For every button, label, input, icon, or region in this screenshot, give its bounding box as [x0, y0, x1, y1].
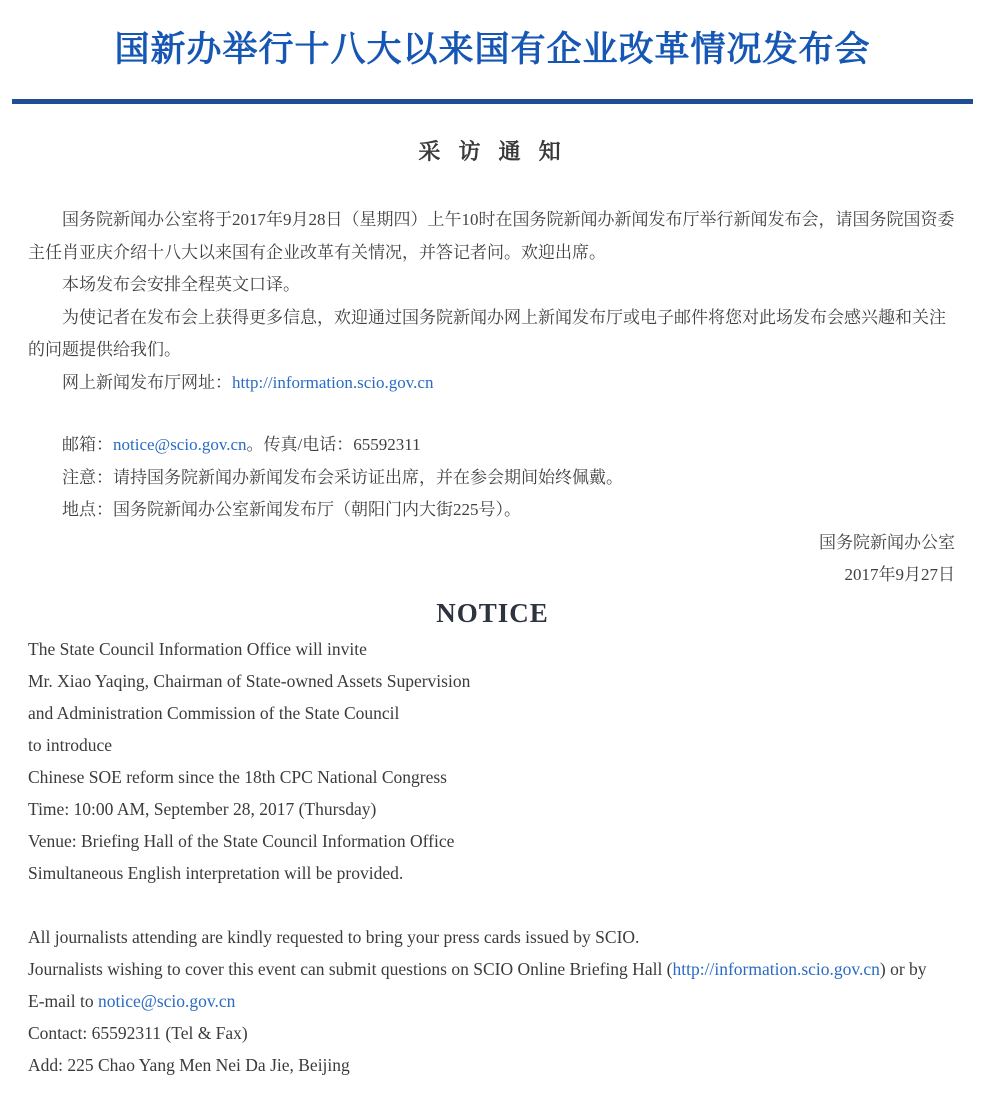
submit-questions-prefix: Journalists wishing to cover this event can submit questions on SCIO Online Briefing Hall ( — [28, 958, 673, 979]
notice-line-press-cards: All journalists attending are kindly requested to bring your press cards issued by SCIO. — [28, 926, 640, 947]
paragraph-announcement: 国务院新闻办公室将于2017年9月28日（星期四）上午10时在国务院新闻办新闻发布厅举行新闻发布会，请国务院国资委主任肖亚庆介绍十八大以来国有企业改革有关情况，并答记者问。欢迎出席。 — [28, 210, 955, 262]
signature-date: 2017年9月27日 — [844, 565, 955, 584]
page-title: 国新办举行十八大以来国有企业改革情况发布会 — [114, 30, 871, 69]
notice-email-link[interactable]: notice@scio.gov.cn — [97, 990, 236, 1011]
chinese-notice-body — [0, 204, 985, 592]
notice-line-venue: Venue: Briefing Hall of the State Council Information Office — [28, 830, 455, 851]
submit-questions-suffix: ) or by — [879, 958, 927, 979]
notice-line-address: Add: 225 Chao Yang Men Nei Da Jie, Beijing — [28, 1054, 350, 1075]
email-label: 邮箱： — [62, 435, 113, 454]
notice-line-submit-questions — [28, 953, 955, 985]
english-notice-section — [0, 596, 985, 1081]
english-notice-heading: NOTICE — [436, 597, 549, 628]
title-divider — [12, 99, 973, 104]
line-note: 注意：请持国务院新闻办新闻发布会采访证出席，并在参会期间始终佩戴。 — [62, 467, 623, 487]
paragraph-questions: 为使记者在发布会上获得更多信息，欢迎通过国务院新闻办网上新闻发布厅或电子邮件将您对此场发布会感兴趣和关注的问题提供给我们。 — [28, 307, 946, 359]
blank-line — [0, 889, 985, 921]
english-notice-body — [0, 633, 985, 1081]
chinese-notice-heading: 采 访 通 知 — [418, 139, 567, 164]
notice-line-invite: The State Council Information Office will invite — [28, 638, 367, 659]
notice-line-interpretation: Simultaneous English interpretation will be provided. — [28, 862, 404, 883]
line-location: 地点：国务院新闻办公室新闻发布厅（朝阳门内大街225号）。 — [62, 500, 521, 519]
line-online-hall — [28, 367, 955, 400]
blank-line — [0, 399, 985, 429]
online-hall-label: 网上新闻发布厅网址： — [62, 372, 232, 392]
notice-line-speaker: Mr. Xiao Yaqing, Chairman of State-owned Assets Supervision — [28, 670, 471, 691]
online-briefing-hall-link[interactable]: http://information.scio.gov.cn — [672, 958, 880, 979]
notice-line-topic: Chinese SOE reform since the 18th CPC National Congress — [28, 766, 447, 787]
notice-line-time: Time: 10:00 AM, September 28, 2017 (Thursday) — [28, 798, 377, 819]
email-link[interactable]: notice@scio.gov.cn — [113, 435, 247, 454]
signature-org: 国务院新闻办公室 — [819, 532, 955, 552]
chinese-notice-section — [0, 138, 985, 592]
notice-line-introduce: to introduce — [28, 734, 113, 755]
fax-phone-text: 。传真/电话：65592311 — [246, 435, 421, 454]
notice-line-commission: and Administration Commission of the State Council — [28, 702, 400, 723]
paragraph-interpretation: 本场发布会安排全程英文口译。 — [62, 275, 300, 294]
notice-line-email — [28, 985, 955, 1017]
online-hall-link[interactable]: http://information.scio.gov.cn — [232, 372, 434, 392]
line-email — [28, 429, 955, 462]
notice-line-contact: Contact: 65592311 (Tel & Fax) — [28, 1022, 248, 1043]
email-to-label: E-mail to — [28, 990, 98, 1011]
